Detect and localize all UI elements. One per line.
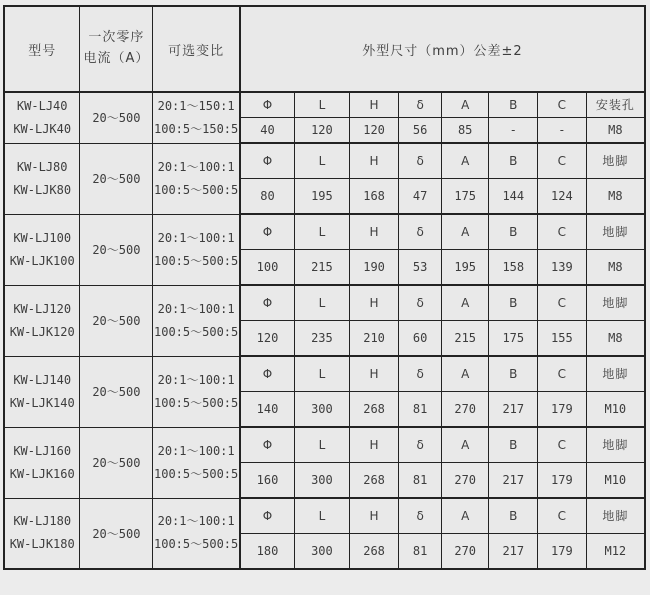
dim-value-cell: 40 (240, 117, 295, 143)
col-header-ratio: 可选变比 (153, 6, 240, 92)
table-row (4, 427, 645, 462)
dim-header-cell: A (441, 427, 489, 462)
ratio-cell (153, 214, 240, 285)
model-line: KW-LJK40 (13, 121, 72, 136)
dim-header-cell: L (295, 285, 350, 320)
model-line: KW-LJ120 (13, 301, 72, 316)
dim-value-cell: 47 (399, 178, 442, 214)
model-cell (4, 427, 80, 498)
dim-value-cell: 144 (489, 178, 538, 214)
ratio-line: 20:1～100:1 (157, 159, 235, 174)
dim-header-cell: Φ (240, 285, 295, 320)
dim-value-cell: 215 (295, 249, 350, 285)
dim-header-cell: B (489, 356, 538, 391)
dim-value-cell: M8 (586, 249, 645, 285)
dim-value-cell: 300 (295, 533, 350, 569)
dim-value-cell: 270 (441, 533, 489, 569)
dim-value-cell: 120 (240, 320, 295, 356)
dim-value-cell: 195 (441, 249, 489, 285)
model-line: KW-LJK80 (13, 182, 72, 197)
dim-header-cell: L (295, 427, 350, 462)
dim-value-cell: 175 (489, 320, 538, 356)
dim-value-cell: 168 (349, 178, 399, 214)
dim-value-cell: 179 (538, 462, 587, 498)
dim-value-cell: 235 (295, 320, 350, 356)
current-cell: 20～500 (80, 498, 153, 569)
model-line: KW-LJK160 (9, 466, 75, 481)
dim-header-cell: B (489, 92, 538, 117)
model-cell (4, 214, 80, 285)
dim-value-cell: 85 (441, 117, 489, 143)
dim-value-cell: 217 (489, 462, 538, 498)
model-line: KW-LJK120 (9, 324, 75, 339)
dim-value-cell: 155 (538, 320, 587, 356)
model-cell (4, 356, 80, 427)
dim-value-cell: 300 (295, 391, 350, 427)
dim-value-cell: 215 (441, 320, 489, 356)
dim-header-cell: H (349, 427, 399, 462)
current-cell: 20～500 (80, 356, 153, 427)
table-row (4, 92, 645, 117)
ratio-line: 20:1～100:1 (157, 230, 235, 245)
dim-header-cell: A (441, 214, 489, 249)
col-header-current-line1: 一次零序 (88, 30, 145, 46)
ratio-line: 100:5～500:5 (154, 253, 239, 268)
dim-header-cell: 地脚 (586, 356, 645, 391)
ratio-line: 100:5～500:5 (154, 395, 239, 410)
model-line: KW-LJ40 (16, 98, 68, 113)
dim-header-cell: 地脚 (586, 143, 645, 178)
dim-value-cell: M8 (586, 320, 645, 356)
ratio-line: 100:5～150:5 (154, 121, 239, 136)
model-line: KW-LJ100 (13, 230, 72, 245)
dim-value-cell: 53 (399, 249, 442, 285)
ratio-line: 20:1～100:1 (157, 301, 235, 316)
dim-value-cell: 190 (349, 249, 399, 285)
dim-value-cell: 120 (295, 117, 350, 143)
dim-header-cell: A (441, 498, 489, 533)
ratio-line: 100:5～500:5 (154, 537, 239, 552)
col-header-current (80, 6, 153, 92)
current-cell: 20～500 (80, 214, 153, 285)
header-row (4, 6, 645, 92)
dim-header-cell: Φ (240, 143, 295, 178)
dim-value-cell: 268 (349, 391, 399, 427)
dim-header-cell: δ (399, 356, 442, 391)
dim-value-cell: 210 (349, 320, 399, 356)
dim-header-cell: H (349, 356, 399, 391)
dim-header-cell: C (538, 427, 587, 462)
dim-value-cell: M10 (586, 462, 645, 498)
dim-header-cell: C (538, 356, 587, 391)
dim-value-cell: 56 (399, 117, 442, 143)
dim-header-cell: A (441, 285, 489, 320)
dim-value-cell: 81 (399, 462, 442, 498)
dim-header-cell: A (441, 92, 489, 117)
model-cell (4, 285, 80, 356)
model-line: KW-LJK140 (9, 395, 75, 410)
dim-value-cell: - (538, 117, 587, 143)
ratio-line: 100:5～500:5 (154, 466, 239, 481)
model-cell (4, 92, 80, 143)
dim-header-cell: L (295, 498, 350, 533)
dim-header-cell: L (295, 143, 350, 178)
dim-value-cell: 139 (538, 249, 587, 285)
ratio-cell (153, 285, 240, 356)
dim-header-cell: L (295, 214, 350, 249)
model-cell (4, 498, 80, 569)
dim-value-cell: 100 (240, 249, 295, 285)
dim-header-cell: Φ (240, 427, 295, 462)
col-header-model: 型号 (4, 6, 80, 92)
current-cell: 20～500 (80, 427, 153, 498)
dim-value-cell: - (489, 117, 538, 143)
dim-value-cell: 81 (399, 533, 442, 569)
table-row (4, 143, 645, 178)
ratio-cell (153, 498, 240, 569)
model-line: KW-LJ180 (13, 514, 72, 529)
dim-value-cell: 270 (441, 462, 489, 498)
col-header-current-line2: 电流（A） (83, 51, 150, 66)
dim-value-cell: 124 (538, 178, 587, 214)
dim-header-cell: H (349, 92, 399, 117)
dim-header-cell: δ (399, 214, 442, 249)
model-line: KW-LJ160 (13, 443, 72, 458)
ratio-cell (153, 92, 240, 143)
model-cell (4, 143, 80, 214)
dim-header-cell: H (349, 285, 399, 320)
dim-header-cell: B (489, 498, 538, 533)
dim-header-cell: δ (399, 427, 442, 462)
dim-header-cell: δ (399, 143, 442, 178)
dim-header-cell: H (349, 143, 399, 178)
dim-value-cell: 81 (399, 391, 442, 427)
dim-header-cell: 地脚 (586, 214, 645, 249)
dim-value-cell: 217 (489, 391, 538, 427)
dim-header-cell: δ (399, 285, 442, 320)
dim-header-cell: C (538, 498, 587, 533)
dim-header-cell: A (441, 143, 489, 178)
dim-header-cell: 安装孔 (586, 92, 645, 117)
table-row (4, 356, 645, 391)
current-cell: 20～500 (80, 92, 153, 143)
model-line: KW-LJK100 (9, 253, 75, 268)
dim-header-cell: Φ (240, 356, 295, 391)
dim-header-cell: δ (399, 92, 442, 117)
dim-header-cell: 地脚 (586, 285, 645, 320)
dim-value-cell: M8 (586, 117, 645, 143)
dim-value-cell: 60 (399, 320, 442, 356)
dim-value-cell: 175 (441, 178, 489, 214)
ratio-line: 20:1～100:1 (157, 372, 235, 387)
dim-header-cell: B (489, 143, 538, 178)
dim-value-cell: 158 (489, 249, 538, 285)
dim-header-cell: 地脚 (586, 427, 645, 462)
dim-header-cell: 地脚 (586, 498, 645, 533)
dim-header-cell: Φ (240, 498, 295, 533)
dim-value-cell: 180 (240, 533, 295, 569)
dim-value-cell: M10 (586, 391, 645, 427)
dim-header-cell: A (441, 356, 489, 391)
dim-value-cell: 195 (295, 178, 350, 214)
dim-value-cell: 160 (240, 462, 295, 498)
dim-value-cell: 179 (538, 533, 587, 569)
dim-header-cell: C (538, 143, 587, 178)
dim-value-cell: 80 (240, 178, 295, 214)
dim-value-cell: 268 (349, 462, 399, 498)
dim-header-cell: Φ (240, 214, 295, 249)
dim-header-cell: B (489, 285, 538, 320)
table-row (4, 285, 645, 320)
dim-header-cell: B (489, 427, 538, 462)
dim-header-cell: H (349, 498, 399, 533)
ratio-line: 20:1～100:1 (157, 443, 235, 458)
current-cell: 20～500 (80, 285, 153, 356)
model-line: KW-LJ140 (13, 372, 72, 387)
dim-value-cell: 140 (240, 391, 295, 427)
dim-header-cell: Φ (240, 92, 295, 117)
ratio-cell (153, 356, 240, 427)
ratio-cell (153, 427, 240, 498)
dim-value-cell: 120 (349, 117, 399, 143)
dim-header-cell: C (538, 214, 587, 249)
dim-header-cell: B (489, 214, 538, 249)
current-cell: 20～500 (80, 143, 153, 214)
ratio-line: 20:1～100:1 (157, 514, 235, 529)
model-line: KW-LJK180 (9, 537, 75, 552)
spec-table (3, 5, 646, 570)
table-row (4, 214, 645, 249)
model-line: KW-LJ80 (16, 159, 68, 174)
dim-value-cell: 300 (295, 462, 350, 498)
dim-value-cell: M8 (586, 178, 645, 214)
dim-header-cell: C (538, 92, 587, 117)
dim-header-cell: H (349, 214, 399, 249)
ratio-line: 20:1～150:1 (157, 98, 235, 113)
col-header-dimensions: 外型尺寸（mm）公差±2 (240, 6, 645, 92)
dim-header-cell: L (295, 356, 350, 391)
dim-header-cell: C (538, 285, 587, 320)
dim-header-cell: δ (399, 498, 442, 533)
dim-value-cell: 217 (489, 533, 538, 569)
ratio-line: 100:5～500:5 (154, 324, 239, 339)
dim-value-cell: M12 (586, 533, 645, 569)
table-row (4, 498, 645, 533)
dim-value-cell: 270 (441, 391, 489, 427)
dim-header-cell: L (295, 92, 350, 117)
dim-value-cell: 179 (538, 391, 587, 427)
ratio-cell (153, 143, 240, 214)
dim-value-cell: 268 (349, 533, 399, 569)
ratio-line: 100:5～500:5 (154, 182, 239, 197)
